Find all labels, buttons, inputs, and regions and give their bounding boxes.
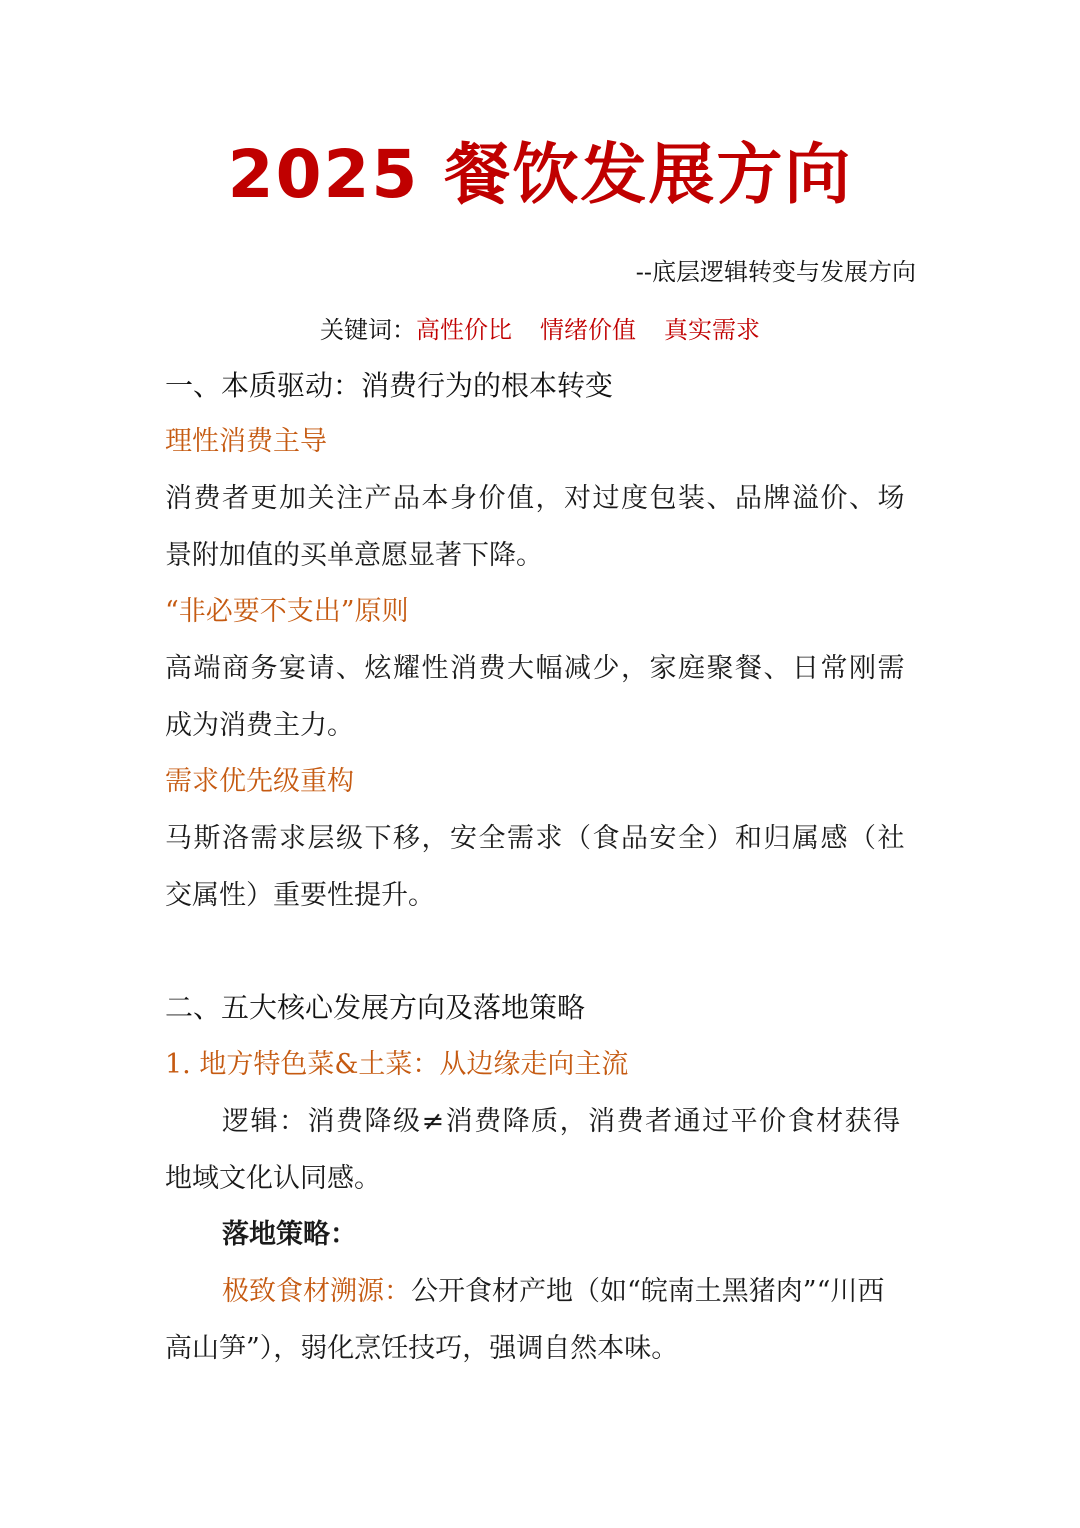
section1-paragraph-1-line-1: 消费者更加关注产品本身价值，对过度包装、品牌溢价、场 (165, 483, 906, 514)
keyword-3: 真实需求 (664, 316, 760, 344)
keyword-1: 高性价比 (416, 316, 512, 344)
section1-paragraph-3-line-2: 交属性）重要性提升。 (165, 880, 435, 911)
keywords-line (0, 312, 1080, 348)
section1-paragraph-2-line-1: 高端商务宴请、炫耀性消费大幅减少，家庭聚餐、日常刚需 (165, 653, 906, 684)
section2-item1-strategy-line-2: 高山笋”），弱化烹饪技巧，强调自然本味。 (165, 1333, 679, 1364)
section2-item1-subheading: 1. 地方特色菜&土菜：从边缘走向主流 (165, 1049, 629, 1080)
strategy-item-text-1: 公开食材产地（如“皖南土黑猪肉”“川西 (411, 1276, 885, 1307)
strategy-item-label: 极致食材溯源： (222, 1276, 411, 1307)
keywords-label: 关键词： (320, 316, 416, 344)
section1-paragraph-1-line-2: 景附加值的买单意愿显著下降。 (165, 540, 543, 571)
section1-paragraph-2-line-2: 成为消费主力。 (165, 710, 354, 741)
section1-paragraph-3-line-1: 马斯洛需求层级下移，安全需求（食品安全）和归属感（社 (165, 823, 906, 854)
section1-subheading-3: 需求优先级重构 (165, 766, 354, 797)
keyword-2: 情绪价值 (540, 316, 636, 344)
section2-item1-strategy-label: 落地策略： (222, 1219, 357, 1250)
section2-item1-strategy-line-1 (222, 1272, 922, 1312)
section1-subheading-1: 理性消费主导 (165, 426, 327, 457)
section2-heading: 二、五大核心发展方向及落地策略 (165, 991, 586, 1024)
section1-heading: 一、本质驱动：消费行为的根本转变 (165, 369, 614, 402)
document-title: 2025 餐饮发展方向 (227, 136, 853, 213)
section1-subheading-2: “非必要不支出”原则 (165, 596, 409, 627)
section2-item1-logic-line-1: 逻辑：消费降级≠消费降质，消费者通过平价食材获得 (222, 1106, 902, 1137)
document-subtitle: --底层逻辑转变与发展方向 (635, 258, 916, 286)
section2-item1-logic-line-2: 地域文化认同感。 (165, 1163, 381, 1194)
